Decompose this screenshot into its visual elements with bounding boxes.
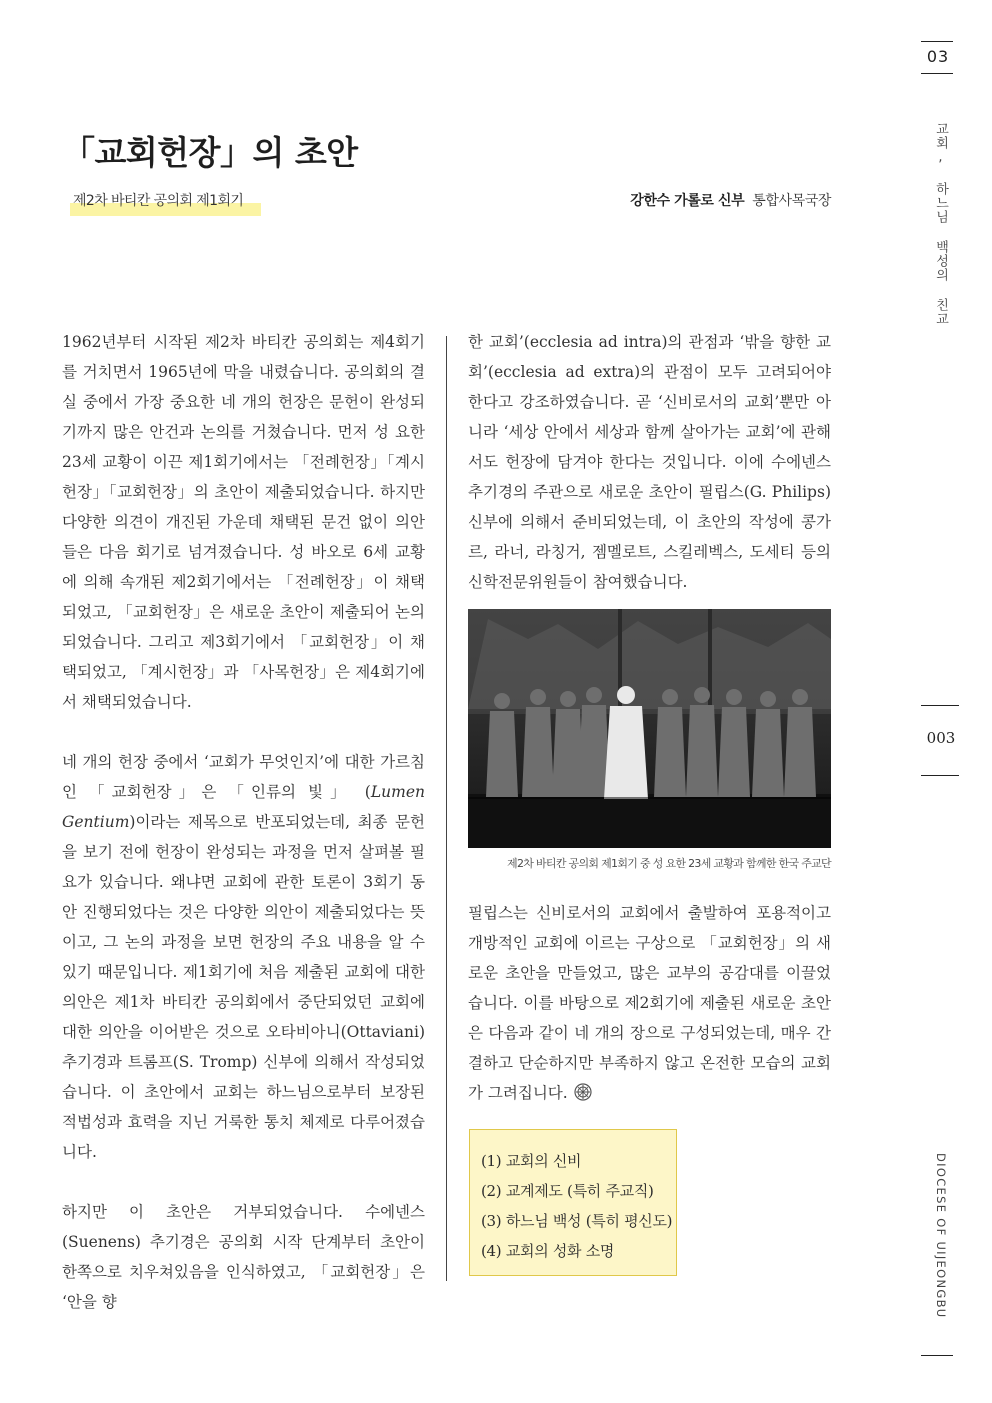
bishops-photo-illustration (468, 609, 831, 848)
chapter-item-1: (1) 교회의 신비 (481, 1152, 582, 1170)
left-column (62, 327, 425, 1317)
chapter-item-4: (4) 교회의 성화 소명 (481, 1242, 615, 1260)
rail-rule-mid-2 (921, 775, 959, 776)
photo-caption: 제2차 바티칸 공의회 제1회기 중 성 요한 23세 교황과 함께한 한국 주교단 (507, 857, 831, 870)
chapter-item-3: (3) 하느님 백성 (특히 평신도) (481, 1212, 673, 1230)
chapter-list-box (469, 1129, 677, 1276)
chapter-item-2: (2) 교계제도 (특히 주교직) (481, 1182, 654, 1200)
series-title-vertical: 교회, 하느님 백성의 친교 (933, 122, 948, 326)
rail-rule-mid-1 (921, 705, 959, 706)
author-name: 강한수 가롤로 신부 (630, 193, 745, 209)
column-divider (446, 336, 447, 1281)
latin-title: Lumen Gentium (62, 783, 425, 831)
right-column-bottom (468, 898, 831, 1111)
left-paragraph-3: 하지만 이 초안은 거부되었습니다. 수에넨스(Suenens) 추기경은 공의회 시작 단계부터 초안이 한쪽으로 치우쳐있음을 인식하였고, 「교회헌장」은 ‘안을 향 (62, 1203, 425, 1311)
left-paragraph-2-text-b: )이라는 제목으로 반포되었는데, 최종 문헌을 보기 전에 헌장이 완성되는 과정을 먼저 살펴볼 필요가 있습니다. 왜냐면 교회에 관한 토론이 3회기 동안 진행되었다는 것은 다양한 의안이 제출되었다는 뜻이고, 그 논의 과정을 보면 헌장의 주요 내용을 알 수 있기 때문입니다. 제1회기에 처음 제출된 교회에 대한 의안은 제1차 바티칸 공의회에서 중단되었던 교회에 대한 의안을 이어받은 것으로 오타비아니(Ottaviani) 추기경과 트롬프(S. Tromp) 신부에 의해서 작성되었습니다. 이 초안에서 교회는 하느님으로부터 보장된 적법성과 효력을 지닌 거룩한 통치 체제로 다루어졌습니다. (62, 813, 425, 1161)
rail-rule-bottom (921, 1355, 953, 1356)
right-paragraph-2 (468, 898, 831, 1111)
page-number: 003 (926, 729, 956, 747)
left-paragraph-2 (62, 747, 425, 1167)
article-title: 「교회헌장」의 초안 (62, 133, 358, 172)
article-subtitle: 제2차 바티칸 공의회 제1회기 (73, 193, 244, 209)
section-number: 03 (926, 47, 950, 66)
byline (630, 190, 831, 210)
rail-rule-top-1 (921, 41, 953, 42)
publisher-vertical: DIOCESE OF UIJEONGBU (934, 1153, 948, 1319)
right-paragraph-1: 한 교회’(ecclesia ad intra)의 관점과 ‘밖을 향한 교회’(ecclesia ad extra)의 관점이 모두 고려되어야 한다고 강조하였습니다. 곧 ‘신비로서의 교회’뿐만 아니라 ‘세상 안에서 세상과 함께 살아가는 교회’에 관해서도 헌장에 담겨야 한다는 것입니다. 이에 수에넨스 추기경의 주관으로 새로운 초안이 필립스(G. Philips) 신부에 의해서 준비되었는데, 이 초안의 작성에 콩가르, 라너, 라칭거, 젬멜로트, 스킬레벡스, 도세티 등의 신학전문위원들이 참여했습니다. (468, 333, 831, 591)
left-paragraph-1: 1962년부터 시작된 제2차 바티칸 공의회는 제4회기를 거치면서 1965년에 막을 내렸습니다. 공의회의 결실 중에서 가장 중요한 네 개의 헌장은 문헌이 완성되기까지 많은 안건과 논의를 거쳤습니다. 먼저 성 요한 23세 교황이 이끈 제1회기에서는 「전례헌장」「계시헌장」「교회헌장」의 초안이 제출되었습니다. 하지만 다양한 의견이 개진된 가운데 채택된 문건 없이 의안들은 다음 회기로 넘겨졌습니다. 성 바오로 6세 교황에 의해 속개된 제2회기에서는 「전례헌장」이 채택되었고, 「교회헌장」은 새로운 초안이 제출되어 논의되었습니다. 그리고 제3회기에서 「교회헌장」이 채택되었고, 「계시헌장」과 「사목헌장」은 제4회기에서 채택되었습니다. (62, 333, 425, 711)
author-role: 통합사목국장 (752, 193, 831, 209)
bishops-photo (468, 609, 831, 848)
left-paragraph-2-text-a: 네 개의 헌장 중에서 ‘교회가 무엇인지’에 대한 가르침인 「교회헌장」은 「인류의 빛」 ( (62, 753, 425, 801)
right-paragraph-2-text: 필립스는 신비로서의 교회에서 출발하여 포용적이고 개방적인 교회에 이르는 구상으로 「교회헌장」의 새로운 초안을 만들었고, 많은 교부의 공감대를 이끌었습니다. 이를 바탕으로 제2회기에 제출된 새로운 초안은 다음과 같이 네 개의 장으로 구성되었는데, 매우 간결하고 단순하지만 부족하지 않고 온전한 모습의 교회가 그려집니다. (468, 904, 831, 1102)
rail-rule-top-2 (921, 73, 953, 74)
right-column-top (468, 327, 831, 597)
cross-seal-icon (574, 1081, 592, 1111)
